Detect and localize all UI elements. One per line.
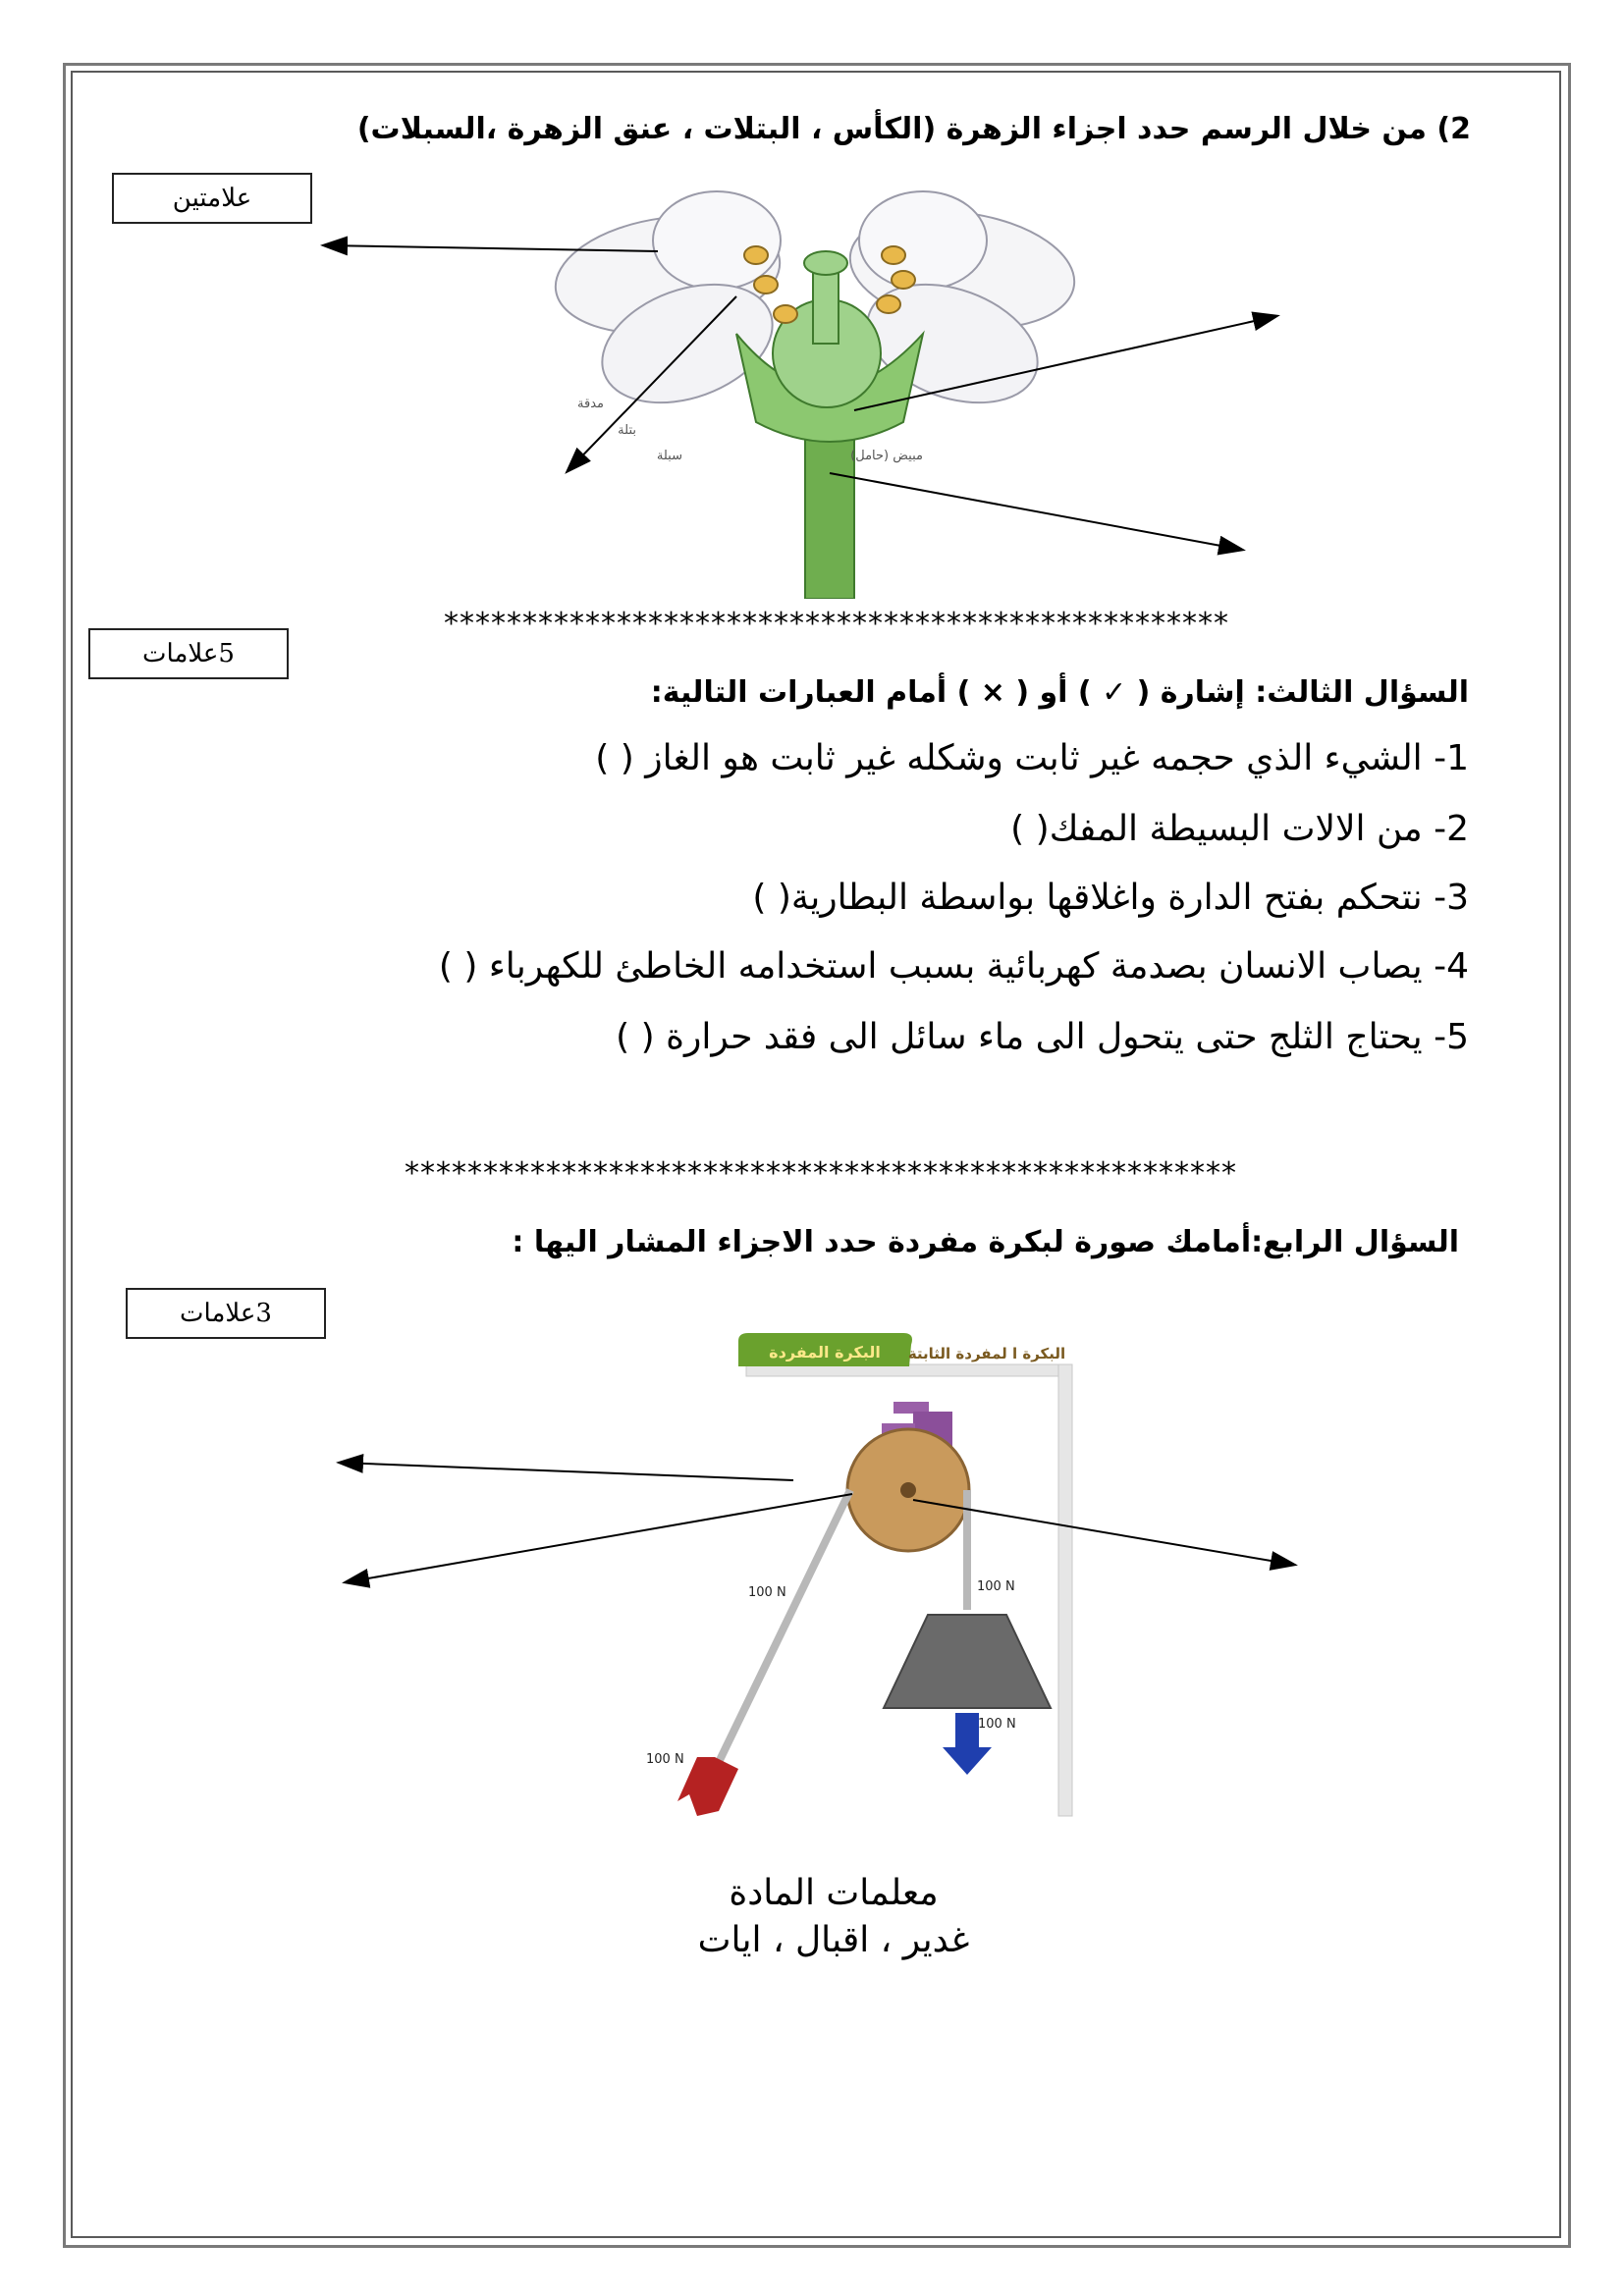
q2-marks: علامتين <box>172 184 252 213</box>
force-label-weight: 100 N <box>978 1717 1016 1732</box>
q4-marks: 3علامات <box>180 1299 272 1328</box>
label-ovary: مبيض (حامل) <box>850 449 923 463</box>
label-pistil: مدقة <box>577 397 604 411</box>
label-single-pulley: البكرة المفردة <box>769 1343 881 1362</box>
label-sepal: سبلة <box>656 449 682 463</box>
separator-2: ***************************************************** <box>405 1156 1237 1191</box>
label-petal: بتلة <box>618 423 636 438</box>
q2-title: 2) من خلال الرسم حدد اجزاء الزهرة (الكأس ، البتلات ، عنق الزهرة ،السبلات) <box>356 112 1471 146</box>
force-label-effort: 100 N <box>646 1752 684 1767</box>
q3-marks-box <box>88 628 289 679</box>
footer-teachers-title: معلمات المادة <box>729 1873 939 1913</box>
separator-1: ************************************************** <box>444 607 1229 641</box>
q3-item-2: 2- من الالات البسيطة المفك( ) <box>1010 809 1469 849</box>
q3-marks: 5علامات <box>142 639 235 668</box>
force-label-rope-left: 100 N <box>748 1585 786 1600</box>
q3-item-4: 4- يصاب الانسان بصدمة كهربائية بسبب استخدامه الخاطئ للكهرباء ( ) <box>438 946 1469 987</box>
q4-title: السؤال الرابع:أمامك صورة لبكرة مفردة حدد الاجزاء المشار اليها : <box>512 1225 1459 1259</box>
q3-item-1: 1- الشيء الذي حجمه غير ثابت وشكله غير ثابت هو الغاز ( ) <box>595 738 1469 778</box>
footer-teachers-names: غدير ، اقبال ، ايات <box>697 1920 970 1960</box>
q3-title: السؤال الثالث: إشارة ( ✓ ) أو ( × ) أمام العبارات التالية: <box>650 675 1469 710</box>
pulley-arrows <box>0 1374 1624 1629</box>
q3-item-3: 3- نتحكم بفتح الدارة واغلاقها بواسطة البطارية( ) <box>752 878 1469 918</box>
flower-arrows <box>0 0 1624 687</box>
label-fixed-pulley: البكرة ا لمفردة الثابتة <box>907 1345 1066 1362</box>
force-label-rope-right: 100 N <box>977 1579 1015 1594</box>
q3-item-5: 5- يحتاج الثلج حتى يتحول الى ماء سائل الى فقد حرارة ( ) <box>616 1017 1469 1057</box>
q4-marks-box <box>126 1288 326 1339</box>
